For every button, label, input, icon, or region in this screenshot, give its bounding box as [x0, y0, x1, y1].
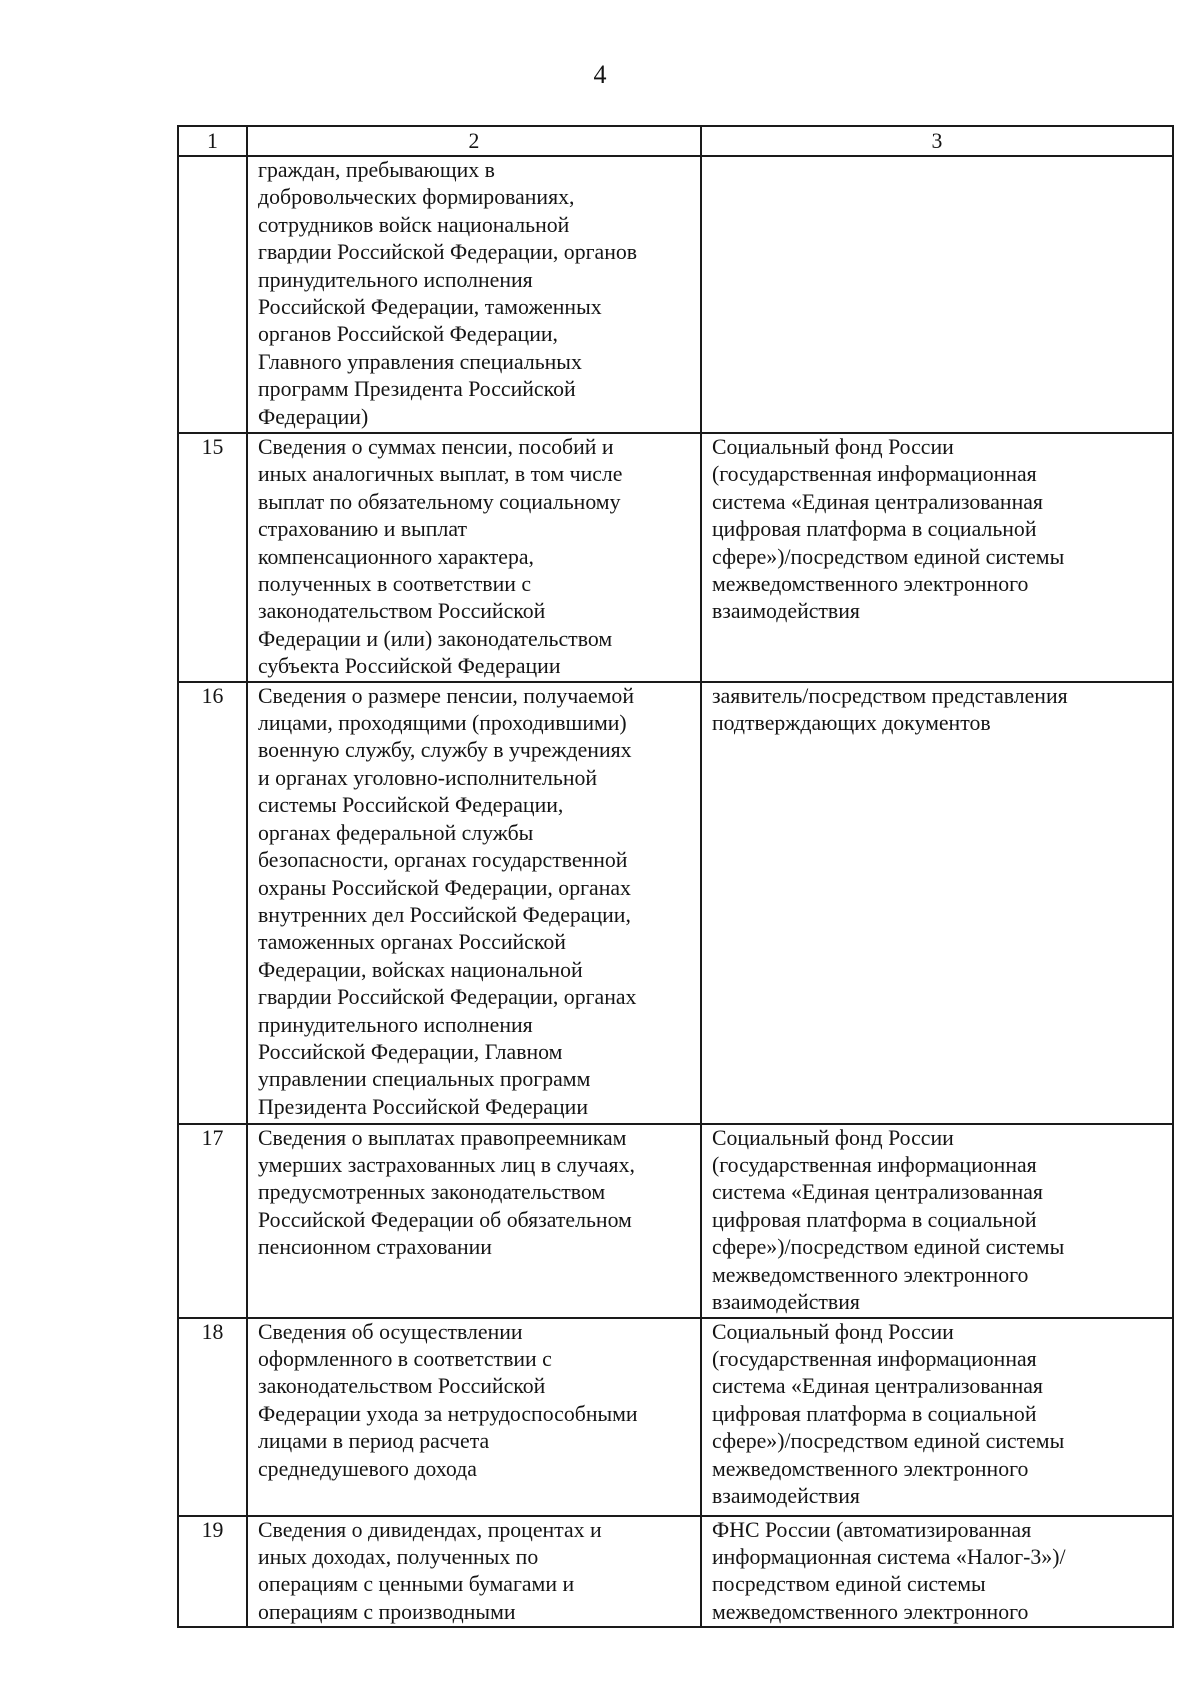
source-cell	[701, 1516, 1173, 1628]
info-text: Сведения о суммах пенсии, пособий и иных аналогичных выплат, в том числе выплат по обязательному социальному страхованию и выплат компенсационного характера, полученных в соответствии с законодательством Российской Федерации и (или) законодательством субъекта Российской Федерации	[258, 435, 623, 679]
column-header-1: 1	[178, 126, 247, 156]
info-text: Сведения об осуществлении оформленного в соответствии с законодательством Российской Федерации ухода за нетрудоспособными лицами в период расчета среднедушевого дохода	[258, 1319, 638, 1481]
info-cell	[247, 1124, 701, 1318]
column-header-2: 2	[247, 126, 701, 156]
info-text: Сведения о дивидендах, процентах и иных доходах, полученных по операциям с ценными бумагами и операциям с производными	[258, 1517, 602, 1624]
table-row	[178, 1516, 1173, 1628]
row-number: 15	[201, 435, 224, 459]
source-text: ФНС России (автоматизированная информационная система «Налог-3»)/ посредством единой системы межведомственного электронного	[712, 1517, 1066, 1624]
row-number: 17	[201, 1125, 224, 1150]
table-row	[178, 682, 1173, 1124]
source-text: Социальный фонд России (государственная информационная система «Единая централизованная цифровая платформа в социальной сфере»)/посредством единой системы межведомственного электронного взаимодействия	[712, 435, 1065, 624]
data-sources-table	[177, 125, 1174, 1628]
source-cell	[701, 1318, 1173, 1516]
source-text: Социальный фонд России (государственная информационная система «Единая централизованная цифровая платформа в социальной сфере»)/посредством единой системы межведомственного электронного взаимодействия	[712, 1125, 1065, 1315]
table-row	[178, 433, 1173, 682]
info-text: граждан, пребывающих в добровольческих формированиях, сотрудников войск национальной гвардии Российской Федерации, органов принудительного исполнения Российской Федерации, таможенных органов Российской Федерации, Главного управления специальных программ Президента Российской Федерации)	[258, 158, 638, 429]
row-number-cell	[178, 156, 247, 433]
info-cell	[247, 156, 701, 433]
row-number-cell	[178, 1516, 247, 1628]
source-text: заявитель/посредством представления подтверждающих документов	[712, 683, 1068, 736]
table-row	[178, 1124, 1173, 1318]
table-header-row	[178, 126, 1173, 156]
row-number: 19	[201, 1517, 224, 1542]
row-number-cell	[178, 1124, 247, 1318]
row-number: 18	[201, 1319, 224, 1344]
info-cell	[247, 1516, 701, 1628]
row-number-cell	[178, 682, 247, 1124]
source-cell	[701, 433, 1173, 682]
info-cell	[247, 1318, 701, 1516]
info-cell	[247, 682, 701, 1124]
row-number-cell	[178, 433, 247, 682]
row-number: 16	[201, 683, 224, 708]
table-row	[178, 1318, 1173, 1516]
table-row	[178, 156, 1173, 433]
source-text: Социальный фонд России (государственная информационная система «Единая централизованная цифровая платформа в социальной сфере»)/посредством единой системы межведомственного электронного взаимодействия	[712, 1319, 1065, 1509]
page-number: 4	[593, 60, 607, 89]
source-cell	[701, 156, 1173, 433]
info-text: Сведения о выплатах правопреемникам умерших застрахованных лиц в случаях, предусмотренных законодательством Российской Федерации об обязательном пенсионном страховании	[258, 1125, 635, 1260]
source-cell	[701, 682, 1173, 1124]
row-number-cell	[178, 1318, 247, 1516]
source-cell	[701, 1124, 1173, 1318]
info-text: Сведения о размере пенсии, получаемой лицами, проходящими (проходившими) военную службу, службу в учреждениях и органах уголовно-исполнительной системы Российской Федерации, органах федеральной службы безопасности, органах государственной охраны Российской Федерации, органах внутренних дел Российской Федерации, таможенных органах Российской Федерации, войсках национальной гвардии Российской Федерации, органах принудительного исполнения Российской Федерации, Главном управлении специальных программ Президента Российской Федерации	[258, 683, 637, 1119]
info-cell	[247, 433, 701, 682]
column-header-3: 3	[701, 126, 1173, 156]
